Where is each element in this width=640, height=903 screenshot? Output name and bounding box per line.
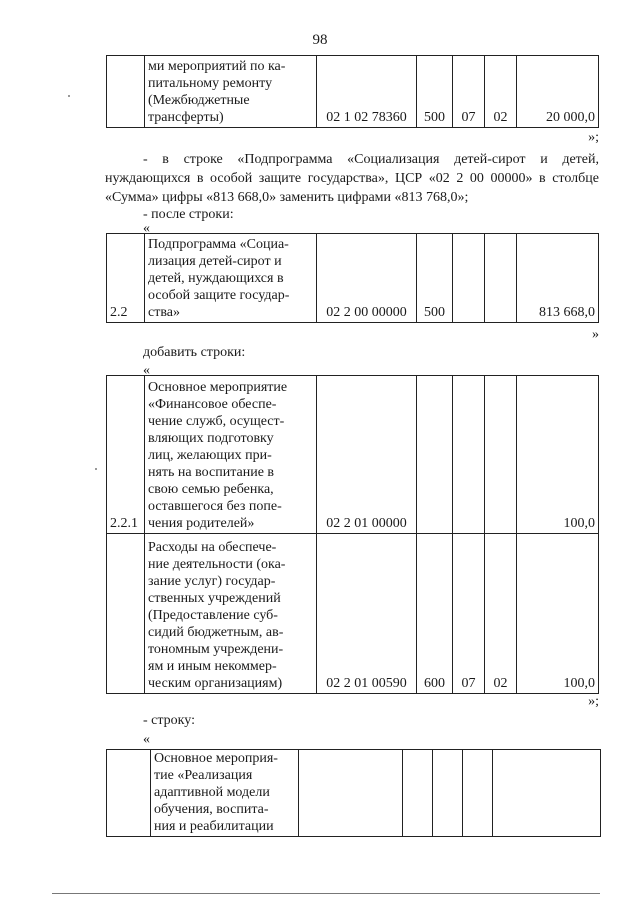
row-name-line: «Финансовое обеспе- (148, 397, 277, 412)
row-csr: 02 1 02 78360 (317, 56, 417, 128)
row-name-line: ственных учреждений (148, 591, 281, 606)
table-row (107, 750, 601, 837)
row-name-line: питальному ремонту (148, 76, 273, 91)
row-name-line: Основное мероприя- (154, 751, 278, 766)
row-name-line: ческим организациям) (148, 676, 283, 691)
open-quote: « (143, 732, 150, 747)
row-name-line: адаптивной модели (154, 785, 270, 800)
row-vr (403, 750, 433, 837)
row-vr: 500 (417, 56, 453, 128)
row-name-line: оставшегося без попе- (148, 499, 282, 514)
row-sum: 100,0 (517, 376, 599, 534)
row-name-line: нять на воспитание в (148, 465, 275, 480)
row-rz (453, 234, 485, 323)
budget-table-2 (106, 233, 599, 323)
row-name-line: ние деятельности (ока- (148, 557, 286, 572)
row-csr (299, 750, 403, 837)
budget-table-4 (106, 749, 601, 837)
row-name-line: тономным учреждени- (148, 642, 284, 657)
table-row (107, 56, 599, 128)
row-pr (485, 376, 517, 534)
close-quote: »; (588, 130, 599, 145)
row-pr: 02 (485, 56, 517, 128)
open-quote: « (143, 363, 150, 378)
row-rz (433, 750, 463, 837)
row-name (145, 534, 317, 694)
row-name-line: тие «Реализация (154, 768, 253, 783)
scan-speck (95, 468, 97, 470)
row-name-line: свою семью ребенка, (148, 482, 274, 497)
row-csr: 02 2 01 00000 (317, 376, 417, 534)
row-vr (417, 376, 453, 534)
add-rows-text: добавить строки: (143, 345, 246, 360)
open-quote: « (143, 221, 150, 236)
row-name-line: лизация детей-сирот и (148, 254, 282, 269)
row-vr: 600 (417, 534, 453, 694)
row-name-line: зание услуг) государ- (148, 574, 276, 589)
row-name-line: лиц, желающих при- (148, 448, 272, 463)
close-quote: »; (588, 694, 599, 709)
row-sum: 20 000,0 (517, 56, 599, 128)
row-name-line: детей, нуждающихся в (148, 271, 284, 286)
row-number (107, 56, 145, 128)
row-pr (485, 234, 517, 323)
row-name-line: сидий бюджетным, ав- (148, 625, 284, 640)
row-name-line: особой защите государ- (148, 288, 290, 303)
row-name-line: Подпрограмма «Социа- (148, 237, 289, 252)
table-row (107, 376, 599, 534)
row-name (145, 56, 317, 128)
row-name-line: чение служб, осущест- (148, 414, 285, 429)
budget-table-3 (106, 375, 599, 694)
budget-table-1 (106, 55, 599, 128)
row-sum: 813 668,0 (517, 234, 599, 323)
row-name (151, 750, 299, 837)
row-pr: 02 (485, 534, 517, 694)
row-text: - строку: (143, 713, 195, 728)
page-number: 98 (312, 32, 328, 48)
table-row (107, 534, 599, 694)
row-name-line: Расходы на обеспече- (148, 540, 277, 555)
row-number (107, 750, 151, 837)
row-csr: 02 2 00 00000 (317, 234, 417, 323)
row-name-line: трансферты) (148, 110, 224, 125)
row-name-line: ям и иным некоммер- (148, 659, 277, 674)
scan-speck (68, 95, 70, 97)
row-name-line: обучения, воспита- (154, 802, 269, 817)
row-sum (493, 750, 601, 837)
row-pr (463, 750, 493, 837)
row-rz: 07 (453, 534, 485, 694)
table-row (107, 234, 599, 323)
row-number: 2.2 (107, 234, 145, 323)
row-name (145, 376, 317, 534)
after-row-text: - после строки: (143, 207, 234, 222)
row-sum: 100,0 (517, 534, 599, 694)
row-number: 2.2.1 (107, 376, 145, 534)
row-name-line: вляющих подготовку (148, 431, 274, 446)
row-rz (453, 376, 485, 534)
row-csr: 02 2 01 00590 (317, 534, 417, 694)
amendment-paragraph: - в строке «Подпрограмма «Социализация детей-сирот и детей, нуждающихся в особой защите государства», ЦСР «02 2 00 00000» в столбце «Сумма» цифры «813 668,0» заменить цифрами «813 768,0»; (105, 152, 599, 205)
row-name-line: ства» (148, 305, 180, 320)
close-quote: » (592, 327, 599, 342)
row-name-line: Основное мероприятие (148, 380, 288, 395)
row-name-line: ми мероприятий по ка- (148, 59, 286, 74)
row-name-line: чения родителей» (148, 516, 255, 531)
page-bottom-rule (52, 893, 600, 894)
row-name-line: ния и реабилитации (154, 819, 274, 834)
row-vr: 500 (417, 234, 453, 323)
row-name-line: (Межбюджетные (148, 93, 250, 108)
row-rz: 07 (453, 56, 485, 128)
row-name (145, 234, 317, 323)
row-name-line: (Предоставление суб- (148, 608, 278, 623)
row-number (107, 534, 145, 694)
